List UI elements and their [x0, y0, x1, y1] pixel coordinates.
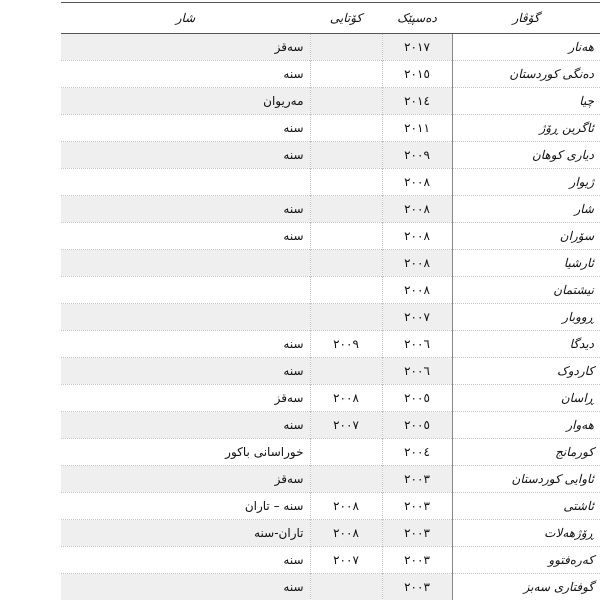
cell-name: نیشتمان	[452, 277, 600, 304]
cell-city: سەقز	[61, 466, 310, 493]
cell-city: سنە	[61, 142, 310, 169]
table-row[interactable]	[61, 34, 600, 61]
cell-city: سنە	[61, 412, 310, 439]
cell-city: خوراسانی باکور	[61, 439, 310, 466]
cell-name: کاردوک	[452, 358, 600, 385]
cell-end	[310, 88, 382, 115]
cell-city: سنە	[61, 223, 310, 250]
cell-end	[310, 61, 382, 88]
cell-start: ٢٠١٥	[382, 61, 452, 88]
cell-city: سنە	[61, 331, 310, 358]
cell-start: ٢٠٠٩	[382, 142, 452, 169]
cell-name: ئاشتی	[452, 493, 600, 520]
cell-start: ٢٠١٤	[382, 88, 452, 115]
cell-end	[310, 223, 382, 250]
cell-start: ٢٠٠٨	[382, 277, 452, 304]
table-row[interactable]	[61, 88, 600, 115]
cell-city	[61, 304, 310, 331]
cell-city: سەقز	[61, 34, 310, 61]
cell-city: تاران-سنە	[61, 520, 310, 547]
table-row[interactable]	[61, 196, 600, 223]
cell-city: سنە	[61, 547, 310, 574]
table-header	[61, 3, 600, 34]
cell-start: ٢٠٠٣	[382, 466, 452, 493]
cell-name: سۆران	[452, 223, 600, 250]
table-row[interactable]	[61, 331, 600, 358]
cell-city: سنە	[61, 196, 310, 223]
cell-city	[61, 277, 310, 304]
cell-end	[310, 574, 382, 600]
cell-city: سنە	[61, 574, 310, 600]
cell-start: ٢٠٠٧	[382, 304, 452, 331]
cell-end	[310, 169, 382, 196]
cell-city: مەریوان	[61, 88, 310, 115]
cell-name: ئاوایی کوردستان	[452, 466, 600, 493]
cell-name: گوفتاری سەبز	[452, 574, 600, 600]
table-row[interactable]	[61, 223, 600, 250]
cell-end: ٢٠٠٨	[310, 493, 382, 520]
cell-city: سنە	[61, 61, 310, 88]
cell-name: ئاگرین ڕۆژ	[452, 115, 600, 142]
cell-name: هەوار	[452, 412, 600, 439]
table-row[interactable]	[61, 439, 600, 466]
table-row[interactable]	[61, 412, 600, 439]
cell-name: کورمانج	[452, 439, 600, 466]
cell-start: ٢٠١١	[382, 115, 452, 142]
table-row[interactable]	[61, 61, 600, 88]
table-row[interactable]	[61, 385, 600, 412]
header-start[interactable]: دەسپێک	[382, 3, 452, 34]
cell-city: سەقز	[61, 385, 310, 412]
cell-name: شار	[452, 196, 600, 223]
table-row[interactable]	[61, 169, 600, 196]
table-row[interactable]	[61, 466, 600, 493]
cell-start: ٢٠٠٣	[382, 520, 452, 547]
cell-start: ٢٠٠٨	[382, 169, 452, 196]
cell-start: ٢٠٠٨	[382, 196, 452, 223]
cell-name: ژیوار	[452, 169, 600, 196]
cell-end: ٢٠٠٧	[310, 547, 382, 574]
cell-name: ڕۆژهەلات	[452, 520, 600, 547]
cell-name: دیدگا	[452, 331, 600, 358]
cell-name: ئارشیا	[452, 250, 600, 277]
cell-end	[310, 196, 382, 223]
table-row[interactable]	[61, 250, 600, 277]
cell-name: ڕاسان	[452, 385, 600, 412]
cell-start: ٢٠٠٥	[382, 385, 452, 412]
cell-start: ٢٠٠٤	[382, 439, 452, 466]
cell-start: ٢٠٠٦	[382, 331, 452, 358]
cell-end: ٢٠٠٨	[310, 520, 382, 547]
table-row[interactable]	[61, 574, 600, 600]
cell-name: دیاری کوهان	[452, 142, 600, 169]
table-body	[61, 34, 600, 600]
cell-start: ٢٠٠٨	[382, 223, 452, 250]
cell-name: ڕووبار	[452, 304, 600, 331]
cell-end	[310, 115, 382, 142]
cell-end: ٢٠٠٨	[310, 385, 382, 412]
cell-start: ٢٠٠٦	[382, 358, 452, 385]
cell-name: هەنار	[452, 34, 600, 61]
cell-end: ٢٠٠٩	[310, 331, 382, 358]
cell-end	[310, 277, 382, 304]
cell-start: ٢٠٠٥	[382, 412, 452, 439]
table-row[interactable]	[61, 358, 600, 385]
cell-name: چیا	[452, 88, 600, 115]
cell-city: سنە – تاران	[61, 493, 310, 520]
table-row[interactable]	[61, 115, 600, 142]
cell-end: ٢٠٠٧	[310, 412, 382, 439]
header-city[interactable]: شار	[61, 3, 310, 34]
cell-end	[310, 466, 382, 493]
cell-name: دەنگی کوردستان	[452, 61, 600, 88]
cell-end	[310, 439, 382, 466]
table-row[interactable]	[61, 304, 600, 331]
cell-start: ٢٠٠٨	[382, 250, 452, 277]
header-name[interactable]: گۆڤار	[452, 3, 600, 34]
header-row	[61, 3, 600, 34]
table-row[interactable]	[61, 277, 600, 304]
cell-name: کەرەفتوو	[452, 547, 600, 574]
header-end[interactable]: کۆتایی	[310, 3, 382, 34]
cell-start: ٢٠٠٣	[382, 574, 452, 600]
cell-city	[61, 169, 310, 196]
cell-end	[310, 250, 382, 277]
cell-start: ٢٠٠٣	[382, 547, 452, 574]
cell-start: ٢٠٠٣	[382, 493, 452, 520]
cell-end	[310, 34, 382, 61]
cell-city: سنە	[61, 358, 310, 385]
cell-end	[310, 358, 382, 385]
table-row[interactable]	[61, 493, 600, 520]
cell-end	[310, 142, 382, 169]
table-row[interactable]	[61, 547, 600, 574]
table-row[interactable]	[61, 520, 600, 547]
cell-end	[310, 304, 382, 331]
table-row[interactable]	[61, 142, 600, 169]
cell-city: سنە	[61, 115, 310, 142]
cell-city	[61, 250, 310, 277]
journals-table	[61, 2, 600, 600]
cell-start: ٢٠١٧	[382, 34, 452, 61]
